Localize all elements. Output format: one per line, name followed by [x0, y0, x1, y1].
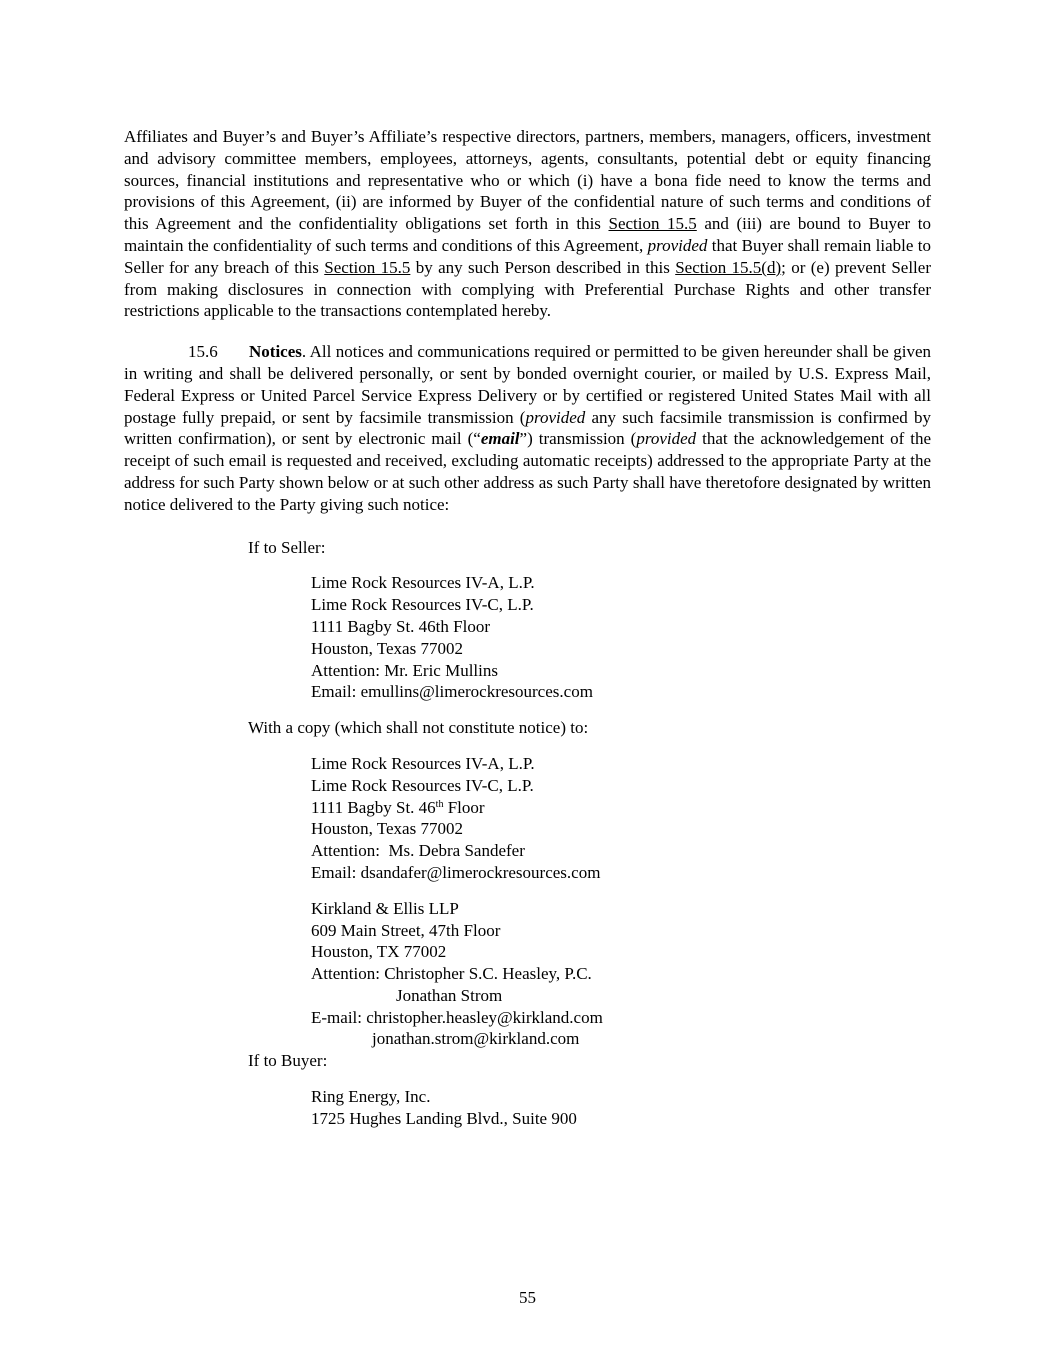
text-run: . All notices and communications required or permitted to be given hereunder shall be given in writing and shall be delivered personally, or sent by bonded overnight courier, or mailed by U.S. Express Mail, Federal Express or United Parcel Service Express Delivery or by certified or registered United States Mail with all postage fully prepaid, or sent by facsimile transmission (: [124, 342, 931, 427]
copy-address-lime-rock: [311, 753, 931, 884]
section-reference: Section 15.5: [608, 214, 697, 234]
confidentiality-paragraph-continued: [124, 126, 931, 322]
document-page: [124, 126, 931, 1130]
address-line: Houston, Texas 77002: [311, 638, 463, 658]
address-line: Lime Rock Resources IV-A, L.P.: [311, 753, 535, 773]
buyer-address: [311, 1086, 931, 1130]
address-line: [311, 797, 931, 819]
address-line: Attention: Christopher S.C. Heasley, P.C.: [311, 964, 592, 984]
notices-section: [124, 341, 931, 515]
text-run: Floor: [443, 797, 485, 817]
address-line: 609 Main Street, 47th Floor: [311, 920, 501, 940]
address-email: jonathan.strom@kirkland.com: [372, 1029, 580, 1049]
italic-term: provided: [647, 235, 708, 255]
buyer-label: If to Buyer:: [248, 1051, 328, 1071]
text-run: ; or (e) prevent Seller from making disclosures in connection with complying with Preferential Purchase Rights and other transfer restrictions applicable to the transactions contemplated hereby.: [124, 257, 931, 321]
ordinal-suffix: th: [435, 798, 444, 810]
section-heading: Notices: [249, 342, 302, 362]
address-line: Jonathan Strom: [396, 985, 503, 1005]
address-line: Houston, TX 77002: [311, 942, 447, 962]
address-line: Lime Rock Resources IV-C, L.P.: [311, 775, 534, 795]
section-reference: Section 15.5(d): [675, 257, 782, 277]
defined-term: email: [480, 429, 520, 449]
text-run: ”) transmission (: [519, 429, 637, 449]
italic-term: provided: [525, 407, 586, 427]
copy-label: With a copy (which shall not constitute notice) to:: [248, 718, 589, 738]
address-line: Attention: Mr. Eric Mullins: [311, 660, 498, 680]
seller-address: [311, 572, 931, 703]
text-run: and (iii) are bound to Buyer to maintain the confidentiality of such terms and conditions of this Agreement,: [124, 214, 932, 255]
text-run: that Buyer shall remain liable to Seller for any breach of this: [124, 235, 931, 277]
page-number: 55: [519, 1288, 536, 1307]
address-line: Kirkland & Ellis LLP: [311, 898, 459, 918]
address-line: Attention: Ms. Debra Sandefer: [311, 841, 525, 861]
address-email: Email: dsandafer@limerockresources.com: [311, 862, 601, 882]
address-line: 1725 Hughes Landing Blvd., Suite 900: [311, 1108, 577, 1128]
address-line: Lime Rock Resources IV-C, L.P.: [311, 595, 534, 615]
italic-term: provided: [636, 429, 697, 449]
text-run: by any such Person described in this: [410, 257, 676, 277]
text-run: 1111 Bagby St. 46: [311, 797, 436, 817]
address-line: 1111 Bagby St. 46th Floor: [311, 616, 490, 636]
section-number: 15.6: [188, 342, 218, 362]
copy-address-kirkland: [311, 898, 931, 1051]
text-run: that the acknowledgement of the receipt of such email is requested and received, excluding automatic receipts) addressed to the appropriate Party at the address for such Party shown below or at such other address as such Party shall have theretofore designated by written notice delivered to the Party giving such notice:: [124, 429, 931, 514]
section-reference: Section 15.5: [324, 257, 411, 277]
address-line: Houston, Texas 77002: [311, 819, 463, 839]
address-line: Lime Rock Resources IV-A, L.P.: [311, 573, 535, 593]
text-run: any such facsimile transmission is confirmed by written confirmation), or sent by electronic mail (“: [124, 407, 931, 449]
text-run: Affiliates and Buyer’s and Buyer’s Affiliate’s respective directors, partners, members, managers, officers, investment and advisory committee members, employees, attorneys, agents, consultants, potential debt or equity financing sources, financial institutions and representative who or which (i) have a bona fide need to know the terms and provisions of this Agreement, (ii) are informed by Buyer of the confidential nature of such terms and conditions of this Agreement and the confidentiality obligations set forth in this: [124, 127, 931, 234]
address-email: Email: emullins@limerockresources.com: [311, 682, 593, 702]
seller-label: If to Seller:: [248, 537, 326, 557]
address-line: Ring Energy, Inc.: [311, 1087, 431, 1107]
address-email: E-mail: christopher.heasley@kirkland.com: [311, 1007, 603, 1027]
